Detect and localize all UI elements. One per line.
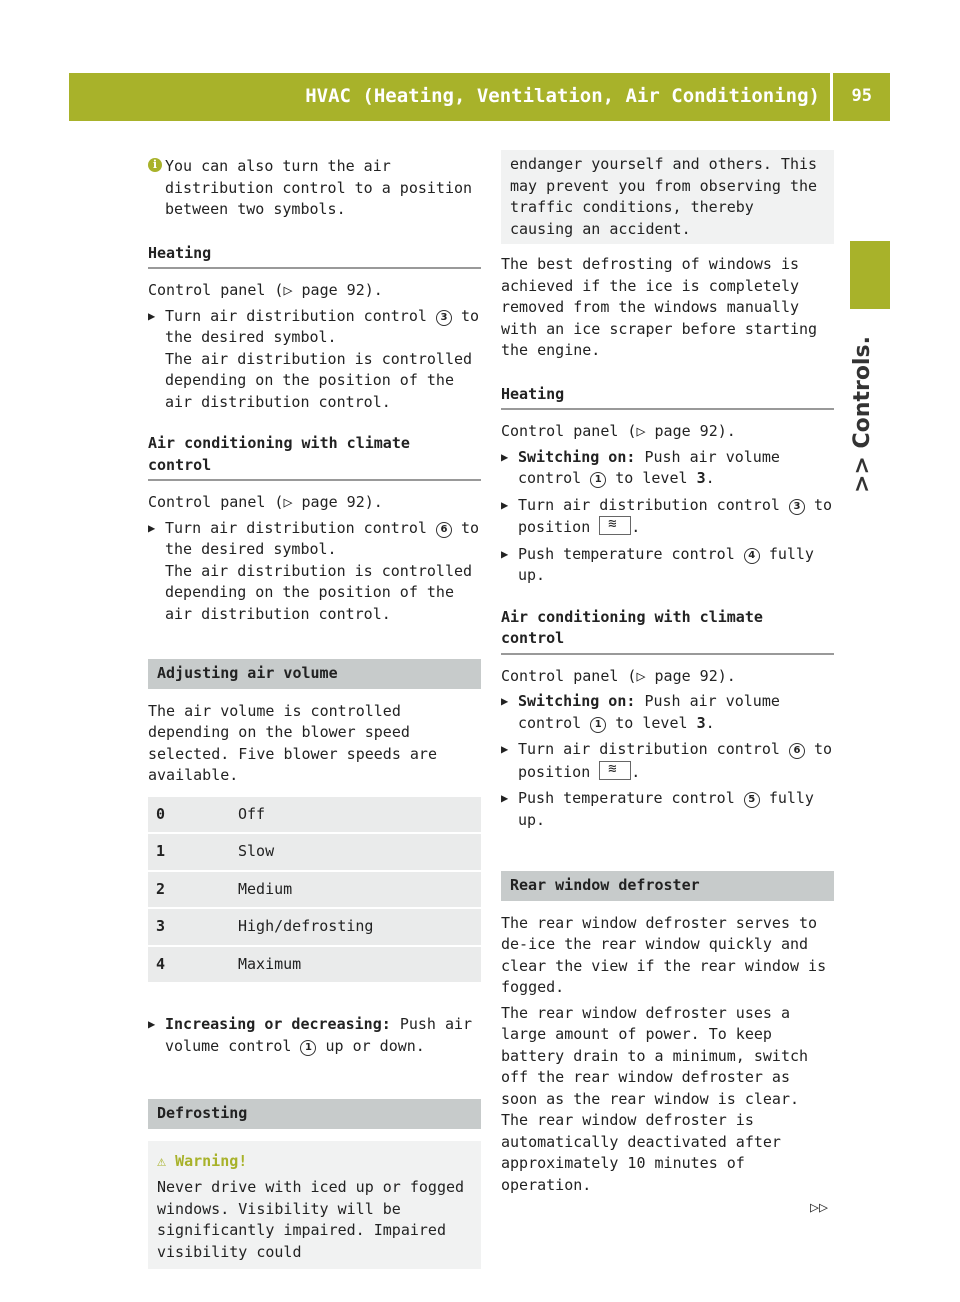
ac-step-1: ▶ Switching on: Push air volume control 1 to level 3. [501, 692, 780, 732]
step-arrow-icon: ▶ [148, 1017, 156, 1031]
rear-defroster-p2: The rear window defroster uses a large amount of power. To keep battery drain to a minimum, switch off the rear window defroster as soon as the rear window is clear. The rear window defroster is automatically deactivated after approximately 10 minutes of operation. [501, 1003, 809, 1194]
step-text: Turn air distribution control [165, 306, 427, 325]
warning-icon: ⚠ [157, 1151, 167, 1170]
step-text: Push temperature control [518, 789, 735, 807]
step-text: to position [518, 740, 833, 781]
left-column [148, 150, 481, 1269]
control-number-icon: 6 [436, 522, 452, 538]
table-row [148, 908, 481, 946]
page-number: 95 [851, 86, 872, 106]
section-defrosting: Defrosting [148, 1099, 481, 1129]
ac-step [148, 518, 481, 626]
step-text: Push air volume control [165, 1015, 473, 1055]
step-text: fully up. [518, 789, 814, 829]
step-text: to the desired symbol. [165, 518, 480, 558]
step-text: to level [615, 713, 688, 732]
heating-panel-ref: Control panel (▷ page 92). [501, 422, 736, 440]
speed-level: 3 [148, 908, 230, 946]
control-number-icon: 1 [300, 1040, 316, 1056]
warning-box [148, 1141, 481, 1270]
warning-title-text: Warning! [175, 1151, 248, 1170]
ac-step-2: ▶ Turn air distribution control 6 to position ≋ . [501, 739, 834, 783]
speed-label: High/defrosting [230, 908, 481, 946]
air-volume-step [148, 1014, 481, 1057]
right-column [501, 150, 834, 1200]
step-bold-label: Switching on: [518, 692, 636, 710]
control-number-icon: 1 [590, 472, 606, 488]
step-bold-label: Increasing or decreasing: [165, 1015, 391, 1033]
level-value: 3 [696, 469, 706, 487]
speed-level: 1 [148, 833, 230, 871]
blower-speed-table [148, 797, 481, 985]
defrost-best-practice: The best defrosting of windows is achieved if the ice is completely removed from the windows manually with an ice scraper before starting the engine. [501, 255, 818, 359]
chapter-label-wrap [849, 318, 879, 493]
step-text: Turn air distribution control [518, 740, 780, 758]
step-text: fully up. [518, 544, 814, 584]
ac-panel-ref: Control panel (▷ page 92). [148, 493, 383, 511]
speed-label: Slow [230, 833, 481, 871]
step-text: to the desired symbol. [165, 306, 480, 346]
heading-heating-defrost: Heating [501, 384, 834, 411]
table-row [148, 871, 481, 909]
air-volume-intro: The air volume is controlled depending on the blower speed selected. Five blower speeds are available. [148, 701, 437, 784]
step-arrow-icon: ▶ [501, 791, 509, 805]
level-value: 3 [696, 713, 706, 732]
heating-step-3 [501, 544, 834, 587]
page-title: HVAC (Heating, Ventilation, Air Conditioning) [305, 85, 820, 107]
step-text: Push air volume control [518, 447, 780, 487]
control-number-icon: 3 [436, 310, 452, 326]
control-number-icon: 3 [789, 499, 805, 515]
info-icon: i [148, 158, 162, 172]
ac-panel-ref: Control panel (▷ page 92). [501, 666, 736, 685]
header-bar [69, 73, 890, 121]
table-row [148, 833, 481, 871]
step-arrow-icon: ▶ [501, 497, 509, 512]
heating-panel-ref: Control panel (▷ page 92). [148, 281, 383, 299]
step-arrow-icon: ▶ [501, 546, 509, 561]
step-text: Turn air distribution control [165, 518, 427, 537]
info-text: You can also turn the air distribution control to a position between two symbols. [165, 157, 473, 218]
speed-level: 2 [148, 871, 230, 909]
warning-box-continued: endanger yourself and others. This may prevent you from observing the traffic conditions, thereby causing an accident. [501, 150, 834, 244]
continued-icon: ▷▷ [810, 1198, 829, 1216]
warning-title [157, 1151, 472, 1173]
heading-air-conditioning: Air conditioning with climate control [148, 433, 481, 481]
speed-level: 0 [148, 797, 230, 834]
header-separator [830, 73, 833, 121]
speed-level: 4 [148, 946, 230, 984]
step-text: Push temperature control [518, 544, 735, 563]
heating-step-1: ▶ Switching on: Push air volume control 1 to level 3. [501, 447, 780, 487]
step-text: to position [518, 495, 833, 536]
step-arrow-icon: ▶ [148, 520, 156, 535]
step-result: The air distribution is controlled depending on the position of the air distribution control. [165, 561, 473, 623]
heating-step [148, 306, 481, 414]
heading-ac-defrost: Air conditioning with climate control [501, 607, 834, 655]
heading-heating: Heating [148, 243, 481, 270]
control-number-icon: 6 [789, 743, 805, 759]
step-text: Turn air distribution control [518, 495, 780, 514]
chapter-label: >> Controls. [850, 336, 875, 493]
step-arrow-icon: ▶ [501, 694, 509, 708]
windshield-defrost-icon [599, 761, 631, 780]
section-rear-window-defroster: Rear window defroster [501, 871, 834, 901]
step-text: to level [615, 469, 688, 487]
step-bold-label: Switching on: [518, 447, 636, 466]
speed-label: Maximum [230, 946, 481, 984]
heating-step-2: ▶ Turn air distribution control 3 to position ≋ . [501, 495, 834, 539]
speed-label: Medium [230, 871, 481, 909]
step-arrow-icon: ▶ [501, 449, 509, 464]
ac-step-3 [501, 788, 834, 831]
windshield-defrost-icon [599, 516, 631, 535]
warning-text: Never drive with iced up or fogged windows. Visibility will be significantly impaired. Impaired visibility could [157, 1178, 465, 1261]
info-note [148, 156, 481, 221]
table-row [148, 797, 481, 834]
step-text: up or down. [325, 1036, 425, 1055]
step-arrow-icon: ▶ [148, 308, 156, 323]
step-text: Push air volume control [518, 692, 780, 732]
step-result: The air distribution is controlled depending on the position of the air distribution control. [165, 349, 473, 411]
table-row [148, 946, 481, 984]
control-number-icon: 1 [590, 717, 606, 733]
section-adjusting-air-volume: Adjusting air volume [148, 659, 481, 689]
speed-label: Off [230, 797, 481, 834]
control-number-icon: 5 [744, 792, 760, 808]
step-arrow-icon: ▶ [501, 742, 509, 756]
rear-defroster-p1: The rear window defroster serves to de-ice the rear window quickly and clear the view if the rear window is fogged. [501, 913, 827, 996]
chapter-tab [850, 241, 890, 309]
control-number-icon: 4 [744, 548, 760, 564]
